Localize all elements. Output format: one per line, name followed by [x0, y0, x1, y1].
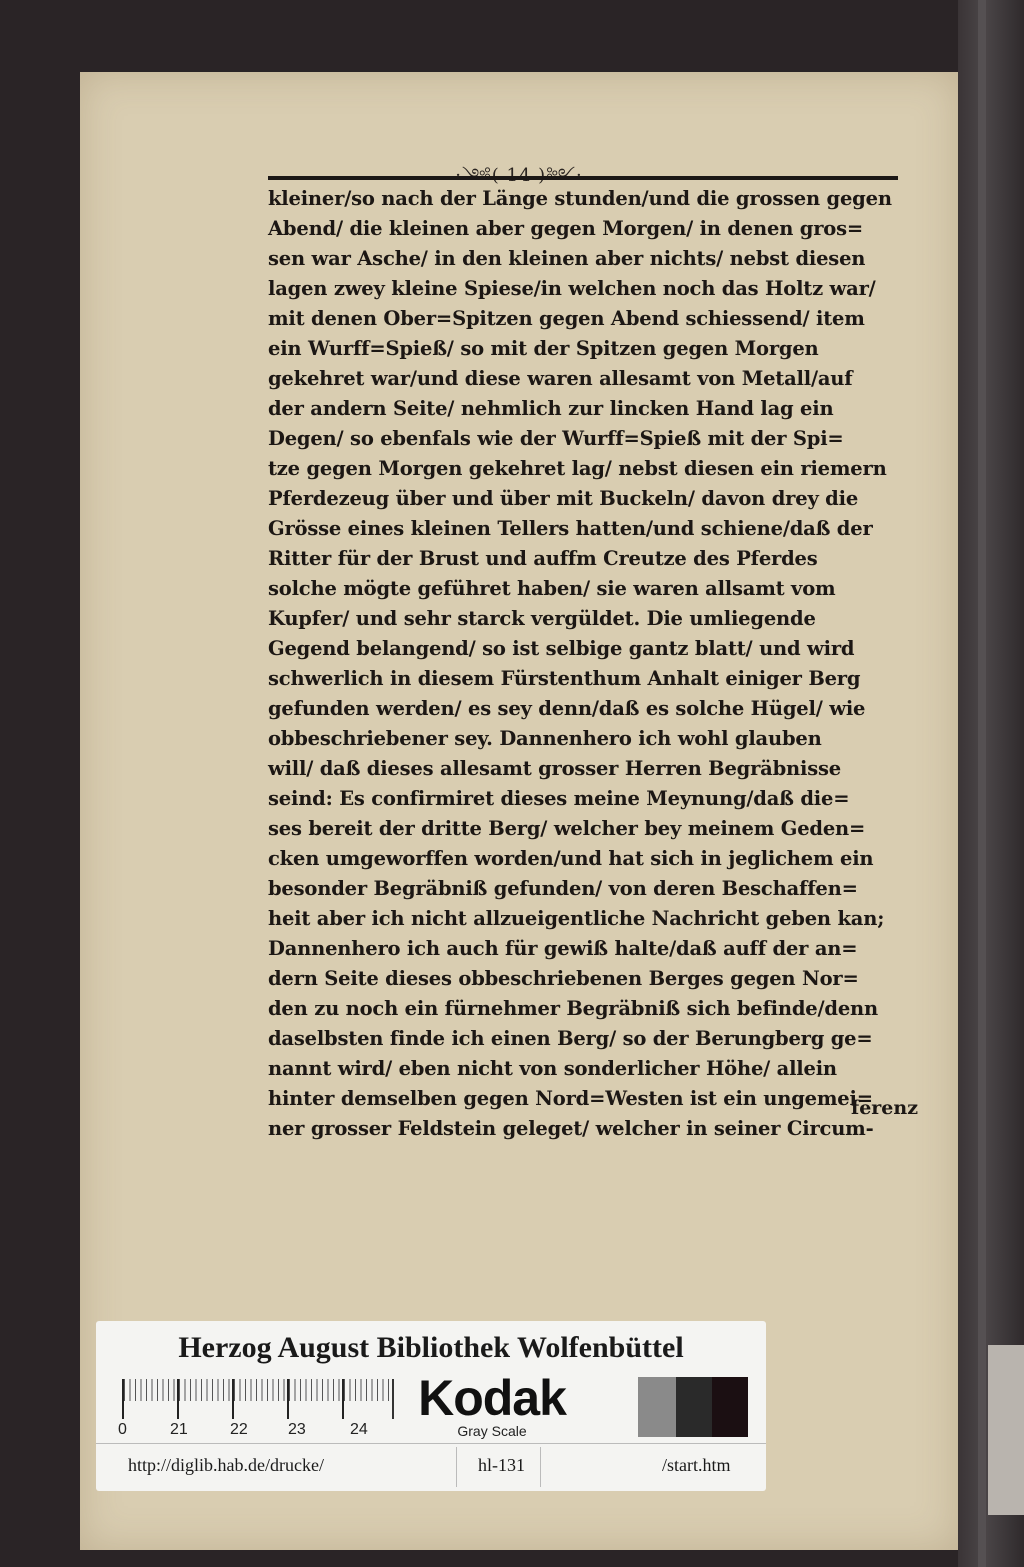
- ruler-label: 23: [288, 1421, 306, 1438]
- text-line: nannt wird/ eben nicht von sonderlicher Höhe/ allein: [268, 1057, 837, 1080]
- ruler-major-ticks: [122, 1379, 392, 1419]
- text-line: tze gegen Morgen gekehret lag/ nebst diesen ein riemern: [268, 457, 887, 480]
- text-line: ner grosser Feldstein geleget/ welcher in seiner Circum-: [268, 1117, 874, 1140]
- ruler-label: 24: [350, 1421, 368, 1438]
- text-line: Abend/ die kleinen aber gegen Morgen/ in denen gros=: [268, 217, 863, 240]
- gray-scale-label: Gray Scale: [457, 1423, 527, 1439]
- text-line: sen war Asche/ in den kleinen aber nichts/ nebst diesen: [268, 247, 866, 270]
- text-line: Gegend belangend/ so ist selbige gantz blatt/ und wird: [268, 637, 855, 660]
- text-line: dern Seite dieses obbeschriebenen Berges gegen Nor=: [268, 967, 859, 990]
- text-line: schwerlich in diesem Fürstenthum Anhalt einiger Berg: [268, 667, 861, 690]
- header-rule: [268, 176, 898, 180]
- ruler-label: 21: [170, 1421, 188, 1438]
- text-line: ein Wurff=Spieß/ so mit der Spitzen gegen Morgen: [268, 337, 819, 360]
- card-separator: [456, 1447, 457, 1487]
- digital-library-url: http://diglib.hab.de/drucke/: [128, 1455, 324, 1475]
- text-line: mit denen Ober=Spitzen gegen Abend schiessend/ item: [268, 307, 865, 330]
- scanner-edge-artifact: [988, 1345, 1024, 1515]
- gray-patch: [638, 1377, 676, 1437]
- gray-scale-patches: [578, 1377, 748, 1437]
- catchword: ferenz: [851, 1097, 918, 1119]
- page-text: [268, 184, 918, 1144]
- text-line: der andern Seite/ nehmlich zur lincken Hand lag ein: [268, 397, 834, 420]
- start-page-link: /start.htm: [662, 1455, 731, 1475]
- library-calibration-card: [96, 1321, 766, 1491]
- text-line: ses bereit der dritte Berg/ welcher bey meinem Geden=: [268, 817, 866, 840]
- text-line: heit aber ich nicht allzueigentliche Nachricht geben kan;: [268, 907, 885, 930]
- text-line: Kupfer/ und sehr starck vergüldet. Die umliegende: [268, 607, 816, 630]
- text-line: lagen zwey kleine Spiese/in welchen noch das Holtz war/: [268, 277, 876, 300]
- text-line: will/ daß dieses allesamt grosser Herren Begräbnisse: [268, 757, 842, 780]
- ruler-labels: [118, 1421, 408, 1441]
- text-line: Dannenhero ich auch für gewiß halte/daß auff der an=: [268, 937, 858, 960]
- text-line: besonder Begräbniß gefunden/ von deren Beschaffen=: [268, 877, 858, 900]
- text-line: Grösse eines kleinen Tellers hatten/und schiene/daß der: [268, 517, 873, 540]
- text-line: gefunden werden/ es sey denn/daß es solche Hügel/ wie: [268, 697, 866, 720]
- text-line: hinter demselben gegen Nord=Westen ist ein ungemei=: [268, 1087, 873, 1110]
- card-separator: [540, 1447, 541, 1487]
- card-divider: [96, 1443, 766, 1444]
- ruler-label: 22: [230, 1421, 248, 1438]
- text-line: Ritter für der Brust und auffm Creutze des Pferdes: [268, 547, 818, 570]
- text-line: seind: Es confirmiret dieses meine Meynung/daß die=: [268, 787, 850, 810]
- text-line: cken umgeworffen worden/und hat sich in jeglichem ein: [268, 847, 874, 870]
- gray-patch: [676, 1377, 712, 1437]
- kodak-logo: Kodak: [418, 1370, 566, 1426]
- scanner-background-edge: [958, 0, 1024, 1567]
- ruler-end-tick: [392, 1379, 394, 1419]
- gray-patch: [578, 1377, 638, 1437]
- text-line: obbeschriebener sey. Dannenhero ich wohl glauben: [268, 727, 822, 750]
- text-line: daselbsten finde ich einen Berg/ so der Berungberg ge=: [268, 1027, 873, 1050]
- text-line: Degen/ so ebenfals wie der Wurff=Spieß mit der Spi=: [268, 427, 844, 450]
- shelfmark: hl-131: [478, 1455, 525, 1475]
- text-line: gekehret war/und diese waren allesamt von Metall/auf: [268, 367, 853, 390]
- text-line: den zu noch ein fürnehmer Begräbniß sich befinde/denn: [268, 997, 879, 1020]
- text-line: Pferdezeug über und über mit Buckeln/ davon drey die: [268, 487, 859, 510]
- library-name: Herzog August Bibliothek Wolfenbüttel: [178, 1331, 684, 1364]
- gray-patch: [712, 1377, 748, 1437]
- text-line: solche mögte geführet haben/ sie waren allsamt vom: [268, 577, 836, 600]
- ruler-label: 0: [118, 1421, 127, 1438]
- text-line: kleiner/so nach der Länge stunden/und die grossen gegen: [268, 187, 892, 210]
